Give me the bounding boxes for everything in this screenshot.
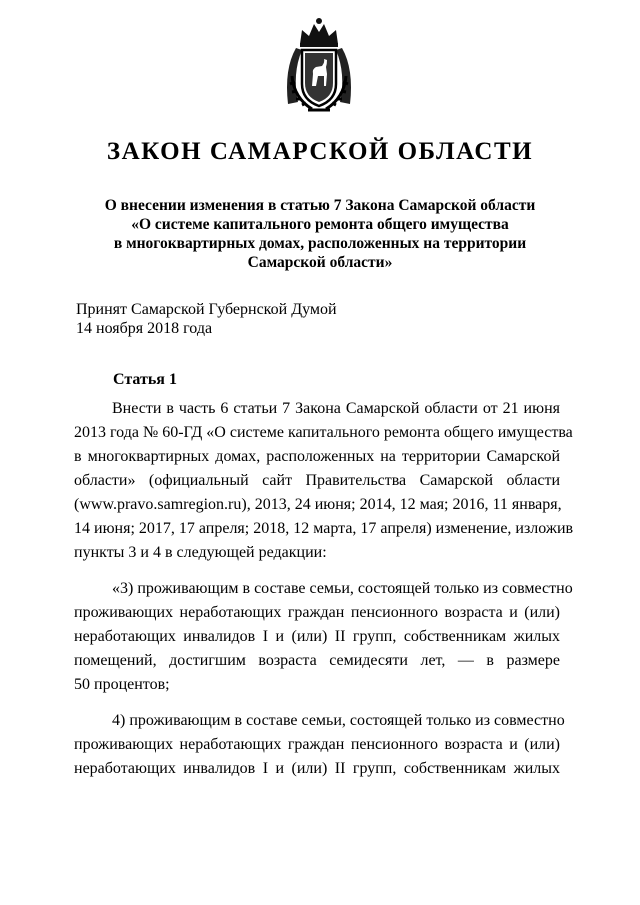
article-paragraph-3 <box>74 709 565 781</box>
law-title: ЗАКОН САМАРСКОЙ ОБЛАСТИ <box>106 138 534 165</box>
paragraph-line: 2013 года № 60-ГД «О системе капитального ремонта общего имущества <box>74 424 573 441</box>
coat-of-arms-emblem <box>278 14 360 114</box>
paragraph-line: 50 процентов; <box>74 676 170 693</box>
subtitle-line: в многоквартирных домах, расположенных на территории <box>113 235 527 252</box>
paragraph-line: проживающих неработающих граждан пенсионного возраста и (или) <box>74 604 560 621</box>
subtitle-line: О внесении изменения в статью 7 Закона Самарской области <box>104 197 536 214</box>
paragraph-line: помещений, достигшим возраста семидесяти лет, — в размере <box>74 652 560 669</box>
paragraph-line: (www.pravo.samregion.ru), 2013, 24 июня; 2014, 12 мая; 2016, 11 января, <box>74 496 562 513</box>
paragraph-line: 14 июня; 2017, 17 апреля; 2018, 12 марта, 17 апреля) изменение, изложив <box>74 520 574 537</box>
subtitle-line: Самарской области» <box>247 254 393 271</box>
law-subtitle <box>0 196 640 272</box>
adoption-date: 14 ноября 2018 года <box>76 320 213 337</box>
paragraph-line: неработающих инвалидов I и (или) II групп, собственникам жилых <box>74 628 560 645</box>
paragraph-line: неработающих инвалидов I и (или) II групп, собственникам жилых <box>74 760 560 777</box>
paragraph-line: в многоквартирных домах, расположенных на территории Самарской <box>74 448 560 465</box>
article-heading: Статья 1 <box>113 371 177 388</box>
paragraph-line: пункты 3 и 4 в следующей редакции: <box>74 544 327 561</box>
paragraph-line: области» (официальный сайт Правительства Самарской области <box>74 472 560 489</box>
article-paragraph-1 <box>74 397 574 565</box>
subtitle-line: «О системе капитального ремонта общего имущества <box>131 216 509 233</box>
adoption-line: Принят Самарской Губернской Думой <box>76 301 337 318</box>
article-paragraph-2 <box>74 577 573 697</box>
paragraph-line: 4) проживающим в составе семьи, состоящей только из совместно <box>112 712 565 729</box>
paragraph-line: Внести в часть 6 статьи 7 Закона Самарской области от 21 июня <box>112 400 560 417</box>
paragraph-line: проживающих неработающих граждан пенсионного возраста и (или) <box>74 736 560 753</box>
adoption-note <box>76 300 337 338</box>
paragraph-line: «3) проживающим в составе семьи, состоящей только из совместно <box>112 580 573 597</box>
